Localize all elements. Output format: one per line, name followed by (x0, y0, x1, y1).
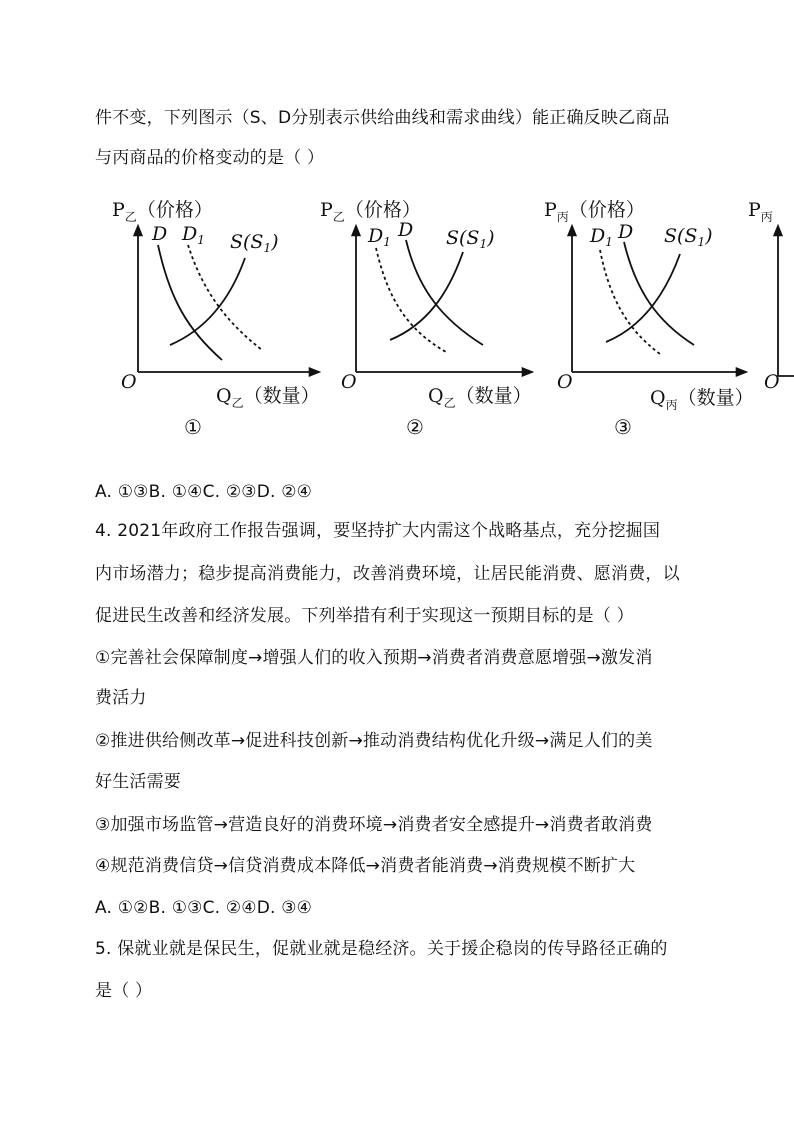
graph-1 (112, 199, 320, 439)
graph-3-d1-label: $D_1$ (590, 225, 613, 249)
question-5-stem-line-2: 是（ ） (95, 981, 153, 1001)
graph-4-price-axis-label: $P_丙$ (748, 199, 773, 224)
graph-1-quantity-axis-label: $Q_乙$（数量） (216, 385, 320, 410)
question-4-stem-line-2: 内市场潜力；稳步提高消费能力，改善消费环境，让居民能消费、愿消费，以 (95, 564, 680, 584)
graph-1-d1-label: $D_1$ (182, 223, 205, 247)
graph-3 (544, 199, 754, 439)
graph-3-d-label: D (618, 221, 634, 243)
graph-3-quantity-axis-label: $Q_丙$（数量） (650, 387, 754, 412)
graph-2-origin: O (341, 371, 357, 393)
graph-2-s-label: $S(S_1)$ (446, 227, 495, 251)
question-3-options: A. ①③B. ①④C. ②③D. ②④ (95, 482, 313, 502)
graph-1-supply-curve (170, 258, 245, 345)
graph-2-price-axis-label: $P_乙$（价格） (320, 199, 421, 224)
question-4-stem-line-1: 4. 2021年政府工作报告强调，要坚持扩大内需这个战略基点，充分挖掘国 (95, 521, 661, 541)
graph-1-price-axis-label: $P_乙$（价格） (112, 199, 213, 224)
graph-3-origin: O (557, 371, 573, 393)
graph-3-demand-curve-d (624, 242, 694, 345)
graph-2-quantity-axis-label: $Q_乙$（数量） (428, 385, 532, 410)
graph-2-demand-curve-d1 (376, 248, 446, 352)
supply-demand-graphs-svg (110, 190, 794, 450)
question-4-item-2-line-1: ②推进供给侧改革→促进科技创新→推动消费结构优化升级→满足人们的美 (95, 731, 653, 751)
graph-1-s-label: $S(S_1)$ (230, 231, 279, 255)
graph-2-supply-curve (390, 252, 463, 340)
question-4-item-1-line-1: ①完善社会保障制度→增强人们的收入预期→消费者消费意愿增强→激发消 (95, 648, 653, 668)
question-3-stem-line-2: 与丙商品的价格变动的是（ ） (95, 148, 325, 168)
question-4-item-4: ④规范消费信贷→信贷消费成本降低→消费者能消费→消费规模不断扩大 (95, 856, 636, 876)
graph-3-supply-curve (606, 254, 680, 342)
graph-3-number: ③ (614, 415, 632, 439)
graph-3-s-label: $S(S_1)$ (664, 225, 713, 249)
graph-4-origin: O (764, 371, 780, 393)
question-5-stem-line-1: 5. 保就业就是保民生，促就业就是稳经济。关于援企稳岗的传导路径正确的 (95, 939, 668, 959)
graph-4-partial (748, 199, 794, 393)
supply-demand-figure (110, 190, 794, 450)
graph-3-price-axis-label: $P_丙$（价格） (544, 199, 645, 224)
graph-1-number: ① (184, 415, 202, 439)
question-4-item-3: ③加强市场监管→营造良好的消费环境→消费者安全感提升→消费者敢消费 (95, 815, 653, 835)
graph-2-d1-label: $D_1$ (368, 225, 391, 249)
graph-1-d-label: D (152, 223, 168, 245)
question-4-stem-line-3: 促进民生改善和经济发展。下列举措有利于实现这一预期目标的是（ ） (95, 606, 634, 626)
graph-2-d-label: D (398, 219, 414, 241)
question-3-stem-line-1: 件不变，下列图示（S、D分别表示供给曲线和需求曲线）能正确反映乙商品 (95, 108, 670, 128)
graph-1-origin: O (121, 371, 137, 393)
question-4-item-2-line-2: 好生活需要 (95, 772, 181, 792)
question-4-item-1-line-2: 费活力 (95, 688, 147, 708)
graph-2-number: ② (406, 415, 424, 439)
question-4-options: A. ①②B. ①③C. ②④D. ③④ (95, 898, 313, 918)
graph-2 (320, 199, 532, 439)
graph-1-demand-curve-d (158, 245, 222, 360)
